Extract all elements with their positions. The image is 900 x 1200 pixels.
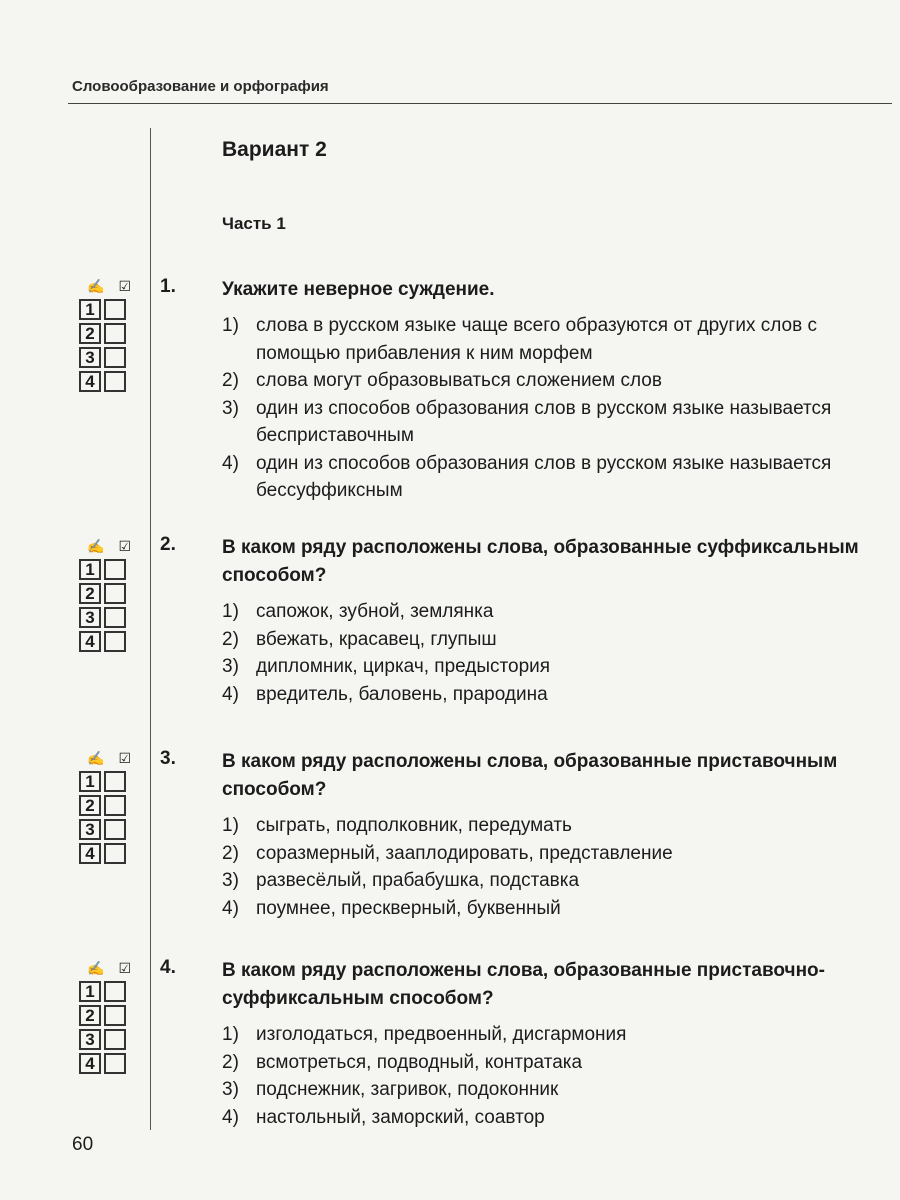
option-number: 4) [222,683,239,705]
option [222,812,890,840]
answer-checkbox[interactable] [104,981,126,1002]
option-number: 4) [222,897,239,919]
question-stem: В каком ряду расположены слова, образованные суффиксальным способом? [222,537,859,586]
question-number: 4. [160,957,176,978]
answer-box [79,960,133,1074]
answer-checkbox[interactable] [104,1005,126,1026]
option [222,1076,890,1104]
checkbox-icon: ☑ [118,278,131,294]
pencil-icon: ✍ [87,538,105,554]
option [222,598,890,626]
question-4 [160,957,890,1131]
option [222,895,890,923]
option-number: 4) [222,452,239,474]
margin-divider [150,128,151,1130]
option-number: 3) [222,397,239,419]
question-3 [160,748,890,922]
answer-checkbox[interactable] [104,1029,126,1050]
answer-checkbox[interactable] [104,819,126,840]
answer-label: 4 [79,1053,101,1074]
option-number: 2) [222,842,239,864]
answer-checkbox[interactable] [104,583,126,604]
answer-label: 2 [79,323,101,344]
options-list [222,812,890,922]
option-number: 3) [222,1079,239,1100]
answer-label: 4 [79,631,101,652]
option-text: вредитель, баловень, прародина [256,683,548,705]
question-stem: В каком ряду расположены слова, образованные приставочно-суффиксальным способом? [222,960,825,1009]
option-number: 3) [222,870,239,891]
option [222,1021,890,1049]
question-stem: Укажите неверное суждение. [222,279,495,300]
page-number: 60 [72,1134,94,1155]
checkbox-icon: ☑ [118,960,131,976]
answer-checkbox[interactable] [104,1053,126,1074]
section-title: Словообразование и орфография [72,78,329,95]
option-text: изголодаться, предвоенный, дисгармония [256,1024,627,1045]
answer-label: 2 [79,795,101,816]
option-number: 1) [222,1024,239,1045]
option-text: соразмерный, зааплодировать, представление [256,842,673,864]
option-text: настольный, заморский, соавтор [256,1106,545,1128]
option-text: подснежник, загривок, подоконник [256,1079,559,1100]
option-text: сапожок, зубной, землянка [256,601,494,622]
answer-checkbox[interactable] [104,371,126,392]
checkbox-icon: ☑ [118,750,131,766]
checkbox-icon: ☑ [118,538,131,554]
pencil-icon: ✍ [87,750,105,766]
option-text: слова могут образовываться сложением слов [256,370,662,391]
option [222,1049,890,1077]
option [222,367,890,395]
option-number: 2) [222,370,239,391]
answer-box [79,538,133,652]
question-2 [160,534,890,708]
question-stem: В каком ряду расположены слова, образованные приставочным способом? [222,751,838,800]
option-number: 2) [222,1051,239,1073]
answer-label: 4 [79,843,101,864]
option [222,395,890,450]
answer-box [79,278,133,392]
option-text: дипломник, циркач, предыстория [256,656,551,677]
header-divider [68,103,892,104]
answer-checkbox[interactable] [104,843,126,864]
option-text: сыграть, подполковник, передумать [256,815,572,836]
option [222,840,890,868]
answer-checkbox[interactable] [104,323,126,344]
answer-checkbox[interactable] [104,795,126,816]
answer-checkbox[interactable] [104,347,126,368]
options-list [222,312,890,505]
option-number: 3) [222,656,239,677]
option-text: вбежать, красавец, глупыш [256,628,497,650]
option-text: развесёлый, прабабушка, подставка [256,870,580,891]
answer-box [79,750,133,864]
option [222,1104,890,1132]
option-number: 1) [222,815,239,836]
option [222,653,890,681]
option-number: 1) [222,315,239,336]
option [222,867,890,895]
part-title: Часть 1 [222,214,286,233]
variant-title: Вариант 2 [222,138,327,161]
pencil-icon: ✍ [87,278,105,294]
option-number: 4) [222,1106,239,1128]
answer-label: 4 [79,371,101,392]
option [222,312,890,367]
question-number: 1. [160,276,176,297]
question-number: 3. [160,748,176,769]
options-list [222,598,890,708]
answer-label: 1 [79,981,101,1002]
answer-label: 3 [79,1029,101,1050]
option [222,450,890,505]
option-text: всмотреться, подводный, контратака [256,1051,583,1073]
options-list [222,1021,890,1131]
answer-checkbox[interactable] [104,607,126,628]
answer-checkbox[interactable] [104,771,126,792]
answer-label: 2 [79,583,101,604]
answer-label: 2 [79,1005,101,1026]
answer-label: 1 [79,559,101,580]
answer-checkbox[interactable] [104,299,126,320]
pencil-icon: ✍ [87,960,105,976]
option-number: 2) [222,628,239,650]
question-1 [160,276,890,505]
answer-label: 3 [79,819,101,840]
option-text: слова в русском языке чаще всего образуются от других слов с помощью прибавления к ним морфем [256,315,817,364]
answer-label: 3 [79,347,101,368]
option-text: один из способов образования слов в русском языке называется бесприставочным [256,397,832,446]
answer-checkbox[interactable] [104,631,126,652]
answer-label: 3 [79,607,101,628]
option [222,626,890,654]
answer-label: 1 [79,771,101,792]
option [222,681,890,709]
option-text: один из способов образования слов в русском языке называется бессуффиксным [256,452,832,501]
option-number: 1) [222,601,239,622]
option-text: поумнее, прескверный, буквенный [256,897,561,919]
question-number: 2. [160,534,176,555]
answer-checkbox[interactable] [104,559,126,580]
answer-label: 1 [79,299,101,320]
